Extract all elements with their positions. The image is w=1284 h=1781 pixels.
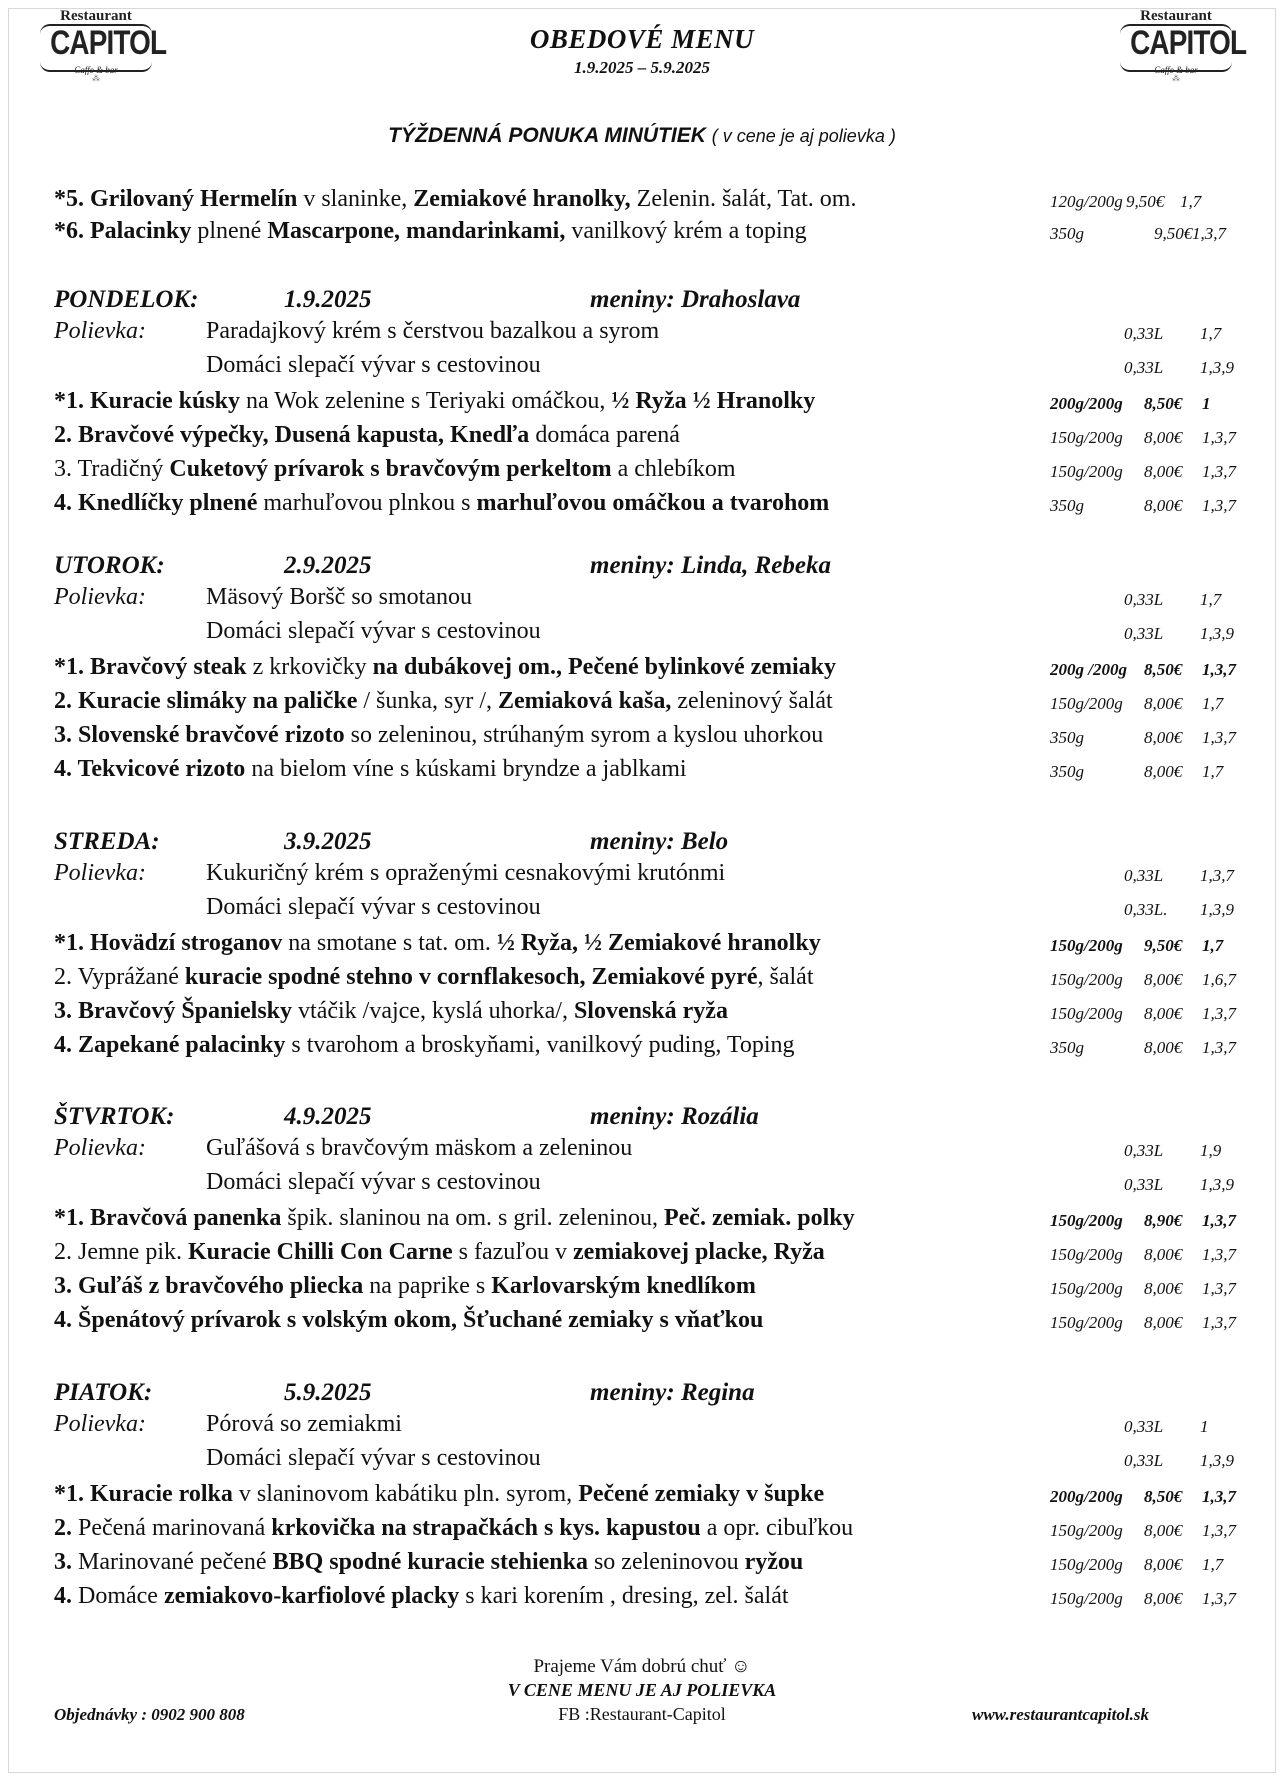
day-nameday: meniny: Rozália	[590, 1103, 759, 1130]
menu-item-bold-part: 4. Špenátový prívarok s volským okom, Šťuchané zemiaky s vňaťkou	[54, 1307, 764, 1333]
soup-name: Domáci slepačí vývar s cestovinou	[206, 618, 541, 644]
soup-volume: 0,33L	[1124, 624, 1164, 643]
soup-label: Polievka:	[54, 860, 146, 886]
menu-item-part: plnené	[191, 218, 268, 244]
day-date: 4.9.2025	[284, 1103, 372, 1130]
menu-item-part: s fazuľou v	[452, 1239, 574, 1265]
menu-item-bold-part: ½ Ryža ½ Hranolky	[611, 388, 816, 414]
menu-item-weight: 150g/200g	[1050, 462, 1123, 481]
logo-main-text: CAPITOL	[50, 24, 167, 62]
menu-item-bold-part: Zemiaková kaša,	[498, 688, 672, 714]
menu-item-row	[0, 722, 1284, 754]
soup-label: Polievka:	[54, 1411, 146, 1437]
logo-ornament: ⁂	[1172, 74, 1180, 83]
day-nameday: meniny: Linda, Rebeka	[590, 552, 831, 579]
menu-item-price: 8,00€	[1144, 1038, 1183, 1057]
menu-item-weight: 200g/200g	[1050, 394, 1123, 413]
menu-item-text	[54, 1032, 795, 1059]
soup-name: Domáci slepačí vývar s cestovinou	[206, 1169, 541, 1195]
menu-item-text	[54, 1549, 803, 1576]
menu-item-bold-part: 4. Zapekané palacinky	[54, 1032, 286, 1058]
day-header	[0, 1379, 1284, 1411]
menu-item-price: 8,00€	[1144, 496, 1183, 515]
footer-orders-phone: Objednávky : 0902 900 808	[54, 1705, 245, 1724]
soup-label: Polievka:	[54, 1135, 146, 1161]
menu-item-part: / šunka, syr /,	[357, 688, 499, 714]
menu-item-weight: 150g/200g	[1050, 1245, 1123, 1264]
menu-item-allergens: 1,3,7	[1202, 728, 1236, 747]
menu-item-part: Pečená marinovaná	[72, 1515, 272, 1541]
menu-item-allergens: 1,3,7	[1202, 1038, 1236, 1057]
soup-name: Kukuričný krém s opraženými cesnakovými krutónmi	[206, 860, 726, 886]
soup-volume: 0,33L	[1124, 1417, 1164, 1436]
menu-item-text	[54, 722, 823, 749]
menu-item-bold-part: Cuketový prívarok s bravčovým perkeltom	[169, 456, 612, 482]
menu-item-part: Marinované pečené	[72, 1549, 273, 1575]
soup-name: Guľášová s bravčovým mäskom a zeleninou	[206, 1135, 633, 1161]
menu-item-row	[0, 1481, 1284, 1513]
menu-item-part: vtáčik /vajce, kyslá uhorka/,	[292, 998, 574, 1024]
soup-allergens: 1,3,9	[1200, 358, 1234, 377]
menu-item-text	[54, 1515, 853, 1542]
menu-item-allergens: 1,7	[1202, 1555, 1224, 1574]
menu-item-allergens: 1,3,7	[1202, 1211, 1236, 1230]
menu-item-price: 8,00€	[1144, 1521, 1183, 1540]
menu-item-text	[54, 964, 814, 991]
menu-item-bold-part: 3. Bravčový Španielsky	[54, 998, 293, 1024]
menu-item-weight: 150g/200g	[1050, 1279, 1123, 1298]
menu-item-price: 9,50€	[1126, 192, 1165, 211]
menu-item-part: Domáce	[72, 1583, 164, 1609]
menu-item-weight: 350g	[1050, 1038, 1084, 1057]
menu-item-allergens: 1,7	[1202, 694, 1224, 713]
weekly-offer-heading	[0, 124, 1284, 148]
day-header	[0, 552, 1284, 584]
menu-item-price: 8,00€	[1144, 1555, 1183, 1574]
menu-item-allergens: 1,3,7	[1202, 1487, 1236, 1506]
logo-sub-text: Caffe & bar	[1154, 65, 1198, 75]
menu-item-bold-part: ½ Ryža, ½ Zemiakové hranolky	[496, 930, 821, 956]
menu-item-bold-part: 2. Kuracie slimáky na paličke	[54, 688, 358, 714]
menu-item-price: 9,50€	[1144, 936, 1183, 955]
menu-item-row	[0, 1307, 1284, 1339]
menu-item-price: 8,90€	[1144, 1211, 1183, 1230]
day-date: 5.9.2025	[284, 1379, 372, 1406]
menu-dates: 1.9.2025 – 5.9.2025	[574, 58, 710, 77]
menu-item-allergens: 1,3,7	[1202, 462, 1236, 481]
soup-name: Mäsový Boršč so smotanou	[206, 584, 472, 610]
menu-item-part: 2. Vyprážané	[54, 964, 185, 990]
menu-item-weight: 350g	[1050, 224, 1084, 243]
menu-item-text	[54, 186, 856, 213]
menu-item-text	[54, 756, 687, 783]
menu-item-row	[0, 688, 1284, 720]
menu-item-bold-part: kuracie spodné stehno v cornflakesoch, Zemiakové pyré	[184, 964, 758, 990]
menu-item-text	[54, 422, 680, 449]
menu-item-bold-part: Zemiakové hranolky,	[413, 186, 631, 212]
menu-item-price: 8,00€	[1144, 1279, 1183, 1298]
menu-item-part: na Wok zelenine s Teriyaki omáčkou,	[240, 388, 612, 414]
menu-item-bold-part: Mascarpone, mandarinkami,	[267, 218, 566, 244]
menu-item-bold-part: marhuľovou omáčkou a tvarohom	[476, 490, 830, 516]
menu-item-price: 9,50€	[1154, 224, 1193, 243]
soup-allergens: 1,7	[1200, 324, 1222, 343]
soup-name: Domáci slepačí vývar s cestovinou	[206, 894, 541, 920]
soup-row	[0, 318, 1284, 350]
logo-top-text: Restaurant	[60, 8, 132, 24]
menu-item-bold-part: 2. Bravčové výpečky, Dusená kapusta, Knedľa	[54, 422, 530, 448]
menu-item-weight: 150g/200g	[1050, 1521, 1123, 1540]
menu-item-allergens: 1,3,7	[1192, 224, 1226, 243]
menu-item-weight: 150g/200g	[1050, 428, 1123, 447]
day-header	[0, 286, 1284, 318]
menu-item-text	[54, 1205, 855, 1232]
menu-item-bold-part: *1. Kuracie kúsky	[54, 388, 241, 414]
soup-label: Polievka:	[54, 584, 146, 610]
menu-item-part: v slaninke,	[297, 186, 414, 212]
soup-name: Paradajkový krém s čerstvou bazalkou a syrom	[206, 318, 660, 344]
menu-item-weight: 120g/200g	[1050, 192, 1123, 211]
soup-volume: 0,33L	[1124, 358, 1164, 377]
day-date: 2.9.2025	[284, 552, 372, 579]
soup-allergens: 1,3,9	[1200, 1451, 1234, 1470]
menu-item-price: 8,50€	[1144, 660, 1183, 679]
menu-item-price: 8,00€	[1144, 1313, 1183, 1332]
menu-item-bold-part: Kuracie Chilli Con Carne	[187, 1239, 453, 1265]
menu-item-bold-part: Pečené zemiaky v šupke	[578, 1481, 825, 1507]
soup-name: Domáci slepačí vývar s cestovinou	[206, 1445, 541, 1471]
logo-ornament: ⁂	[92, 74, 100, 83]
soup-row	[0, 618, 1284, 650]
menu-item-part: so zeleninovou	[587, 1549, 745, 1575]
menu-item-part: a opr. cibuľkou	[700, 1515, 854, 1541]
menu-item-text	[54, 1239, 825, 1266]
soup-allergens: 1,3,7	[1200, 866, 1234, 885]
menu-item-row	[0, 218, 1284, 250]
menu-item-part: vanilkový krém a toping	[565, 218, 807, 244]
menu-item-part: na bielom víne s kúskami bryndze a jablkami	[245, 756, 687, 782]
menu-item-bold-part: *6. Palacinky	[54, 218, 192, 244]
day-nameday: meniny: Belo	[590, 828, 729, 855]
menu-item-price: 8,00€	[1144, 970, 1183, 989]
soup-row	[0, 584, 1284, 616]
menu-item-part: a chlebíkom	[611, 456, 736, 482]
menu-item-text	[54, 456, 736, 483]
menu-item-row	[0, 964, 1284, 996]
menu-item-part: 2. Jemne pik.	[54, 1239, 188, 1265]
soup-volume: 0,33L	[1124, 590, 1164, 609]
menu-item-weight: 150g/200g	[1050, 1589, 1123, 1608]
soup-row	[0, 1135, 1284, 1167]
menu-item-text	[54, 654, 836, 681]
menu-item-price: 8,00€	[1144, 728, 1183, 747]
menu-item-bold-part: zemiakovo-karfiolové placky	[163, 1583, 460, 1609]
menu-item-row	[0, 388, 1284, 420]
soup-row	[0, 352, 1284, 384]
weekly-offer-title: TÝŽDENNÁ PONUKA MINÚTIEK	[388, 124, 706, 147]
menu-item-allergens: 1,3,7	[1202, 1279, 1236, 1298]
menu-item-weight: 150g/200g	[1050, 1211, 1123, 1230]
menu-item-part: na paprike s	[363, 1273, 492, 1299]
menu-item-weight: 150g/200g	[1050, 1004, 1123, 1023]
menu-item-row	[0, 998, 1284, 1030]
soup-volume: 0,33L.	[1124, 900, 1168, 919]
menu-item-weight: 150g/200g	[1050, 1313, 1123, 1332]
menu-item-allergens: 1,3,7	[1202, 496, 1236, 515]
menu-item-bold-part: *5. Grilovaný Hermelín	[54, 186, 298, 212]
menu-item-row	[0, 1273, 1284, 1305]
menu-item-row	[0, 422, 1284, 454]
menu-item-weight: 200g/200g	[1050, 1487, 1123, 1506]
menu-item-row	[0, 490, 1284, 522]
menu-item-part: , šalát	[757, 964, 814, 990]
menu-item-bold-part: *1. Kuracie rolka	[54, 1481, 233, 1507]
menu-item-bold-part: 2.	[54, 1515, 72, 1541]
soup-label: Polievka:	[54, 318, 146, 344]
logo-sub-text: Caffe & bar	[74, 65, 118, 75]
menu-item-allergens: 1,7	[1180, 192, 1202, 211]
menu-item-weight: 200g /200g	[1050, 660, 1127, 679]
soup-name: Pórová so zemiakmi	[206, 1411, 402, 1437]
soup-volume: 0,33L	[1124, 1175, 1164, 1194]
menu-item-bold-part: 4. Knedlíčky plnené	[54, 490, 258, 516]
menu-item-part: špik. slaninou na om. s gril. zeleninou,	[281, 1205, 664, 1231]
soup-row	[0, 1445, 1284, 1477]
soup-row	[0, 1169, 1284, 1201]
menu-item-weight: 350g	[1050, 496, 1084, 515]
menu-item-weight: 350g	[1050, 762, 1084, 781]
day-nameday: meniny: Regina	[590, 1379, 755, 1406]
menu-item-allergens: 1,3,7	[1202, 1004, 1236, 1023]
menu-item-row	[0, 1583, 1284, 1615]
menu-title: OBEDOVÉ MENU	[529, 24, 755, 54]
soup-allergens: 1,7	[1200, 590, 1222, 609]
menu-item-row	[0, 456, 1284, 488]
menu-item-text	[54, 218, 807, 245]
day-name: UTOROK:	[54, 552, 165, 579]
logo-main-text: CAPITOL	[1130, 24, 1247, 62]
menu-item-price: 8,00€	[1144, 762, 1183, 781]
soup-allergens: 1	[1200, 1417, 1209, 1436]
soup-volume: 0,33L	[1124, 324, 1164, 343]
menu-item-price: 8,50€	[1144, 1487, 1183, 1506]
menu-item-row	[0, 756, 1284, 788]
menu-item-price: 8,00€	[1144, 462, 1183, 481]
menu-item-bold-part: *1. Bravčová panenka	[54, 1205, 282, 1231]
soup-row	[0, 894, 1284, 926]
day-header	[0, 828, 1284, 860]
menu-item-row	[0, 1549, 1284, 1581]
menu-item-text	[54, 388, 815, 415]
menu-item-text	[54, 1583, 789, 1610]
menu-item-text	[54, 930, 821, 957]
menu-item-bold-part: ryžou	[744, 1549, 804, 1575]
menu-item-bold-part: 3.	[54, 1549, 72, 1575]
menu-item-bold-part: Slovenská ryža	[573, 998, 728, 1024]
menu-item-bold-part: krkovička na strapačkách s kys. kapustou	[271, 1515, 701, 1541]
soup-volume: 0,33L	[1124, 1451, 1164, 1470]
day-header	[0, 1103, 1284, 1135]
menu-item-row	[0, 1205, 1284, 1237]
footer-website: www.restaurantcapitol.sk	[972, 1705, 1149, 1724]
menu-item-text	[54, 688, 833, 715]
menu-item-text	[54, 998, 728, 1025]
menu-item-allergens: 1,3,7	[1202, 428, 1236, 447]
menu-item-row	[0, 654, 1284, 686]
weekly-offer-note: ( v cene je aj polievka )	[711, 126, 896, 146]
menu-item-bold-part: 4.	[54, 1583, 72, 1609]
menu-item-text	[54, 1307, 763, 1334]
soup-allergens: 1,3,9	[1200, 900, 1234, 919]
menu-item-row	[0, 1032, 1284, 1064]
soup-volume: 0,33L	[1124, 866, 1164, 885]
day-date: 1.9.2025	[284, 286, 372, 313]
menu-item-price: 8,00€	[1144, 694, 1183, 713]
soup-name: Domáci slepačí vývar s cestovinou	[206, 352, 541, 378]
soup-volume: 0,33L	[1124, 1141, 1164, 1160]
menu-item-allergens: 1,7	[1202, 762, 1224, 781]
menu-item-bold-part: na dubákovej om., Pečené bylinkové zemiaky	[372, 654, 836, 680]
menu-item-part: z krkovičky	[246, 654, 373, 680]
day-date: 3.9.2025	[284, 828, 372, 855]
menu-item-part: zeleninový šalát	[671, 688, 833, 714]
menu-item-weight: 350g	[1050, 728, 1084, 747]
menu-item-row	[0, 1515, 1284, 1547]
menu-item-bold-part: BBQ spodné kuracie stehienka	[272, 1549, 588, 1575]
menu-item-allergens: 1,3,7	[1202, 660, 1236, 679]
logo-top-text: Restaurant	[1140, 8, 1212, 24]
menu-item-bold-part: *1. Bravčový steak	[54, 654, 247, 680]
menu-item-row	[0, 930, 1284, 962]
menu-item-part: marhuľovou plnkou s	[257, 490, 477, 516]
day-nameday: meniny: Drahoslava	[590, 286, 801, 313]
soup-allergens: 1,3,9	[1200, 624, 1234, 643]
menu-item-allergens: 1,7	[1202, 936, 1224, 955]
menu-item-text	[54, 490, 829, 517]
menu-item-text	[54, 1273, 756, 1300]
soup-row	[0, 860, 1284, 892]
menu-item-part: v slaninovom kabátiku pln. syrom,	[232, 1481, 579, 1507]
menu-item-part: domáca parená	[529, 422, 680, 448]
menu-item-weight: 150g/200g	[1050, 1555, 1123, 1574]
soup-row	[0, 1411, 1284, 1443]
menu-item-price: 8,00€	[1144, 1004, 1183, 1023]
menu-item-price: 8,00€	[1144, 1245, 1183, 1264]
footer-soup-note: V CENE MENU JE AJ POLIEVKA	[507, 1680, 777, 1700]
menu-item-bold-part: 3. Guľáš z bravčového pliecka	[54, 1273, 364, 1299]
menu-item-part: Zelenin. šalát, Tat. om.	[630, 186, 857, 212]
menu-item-part: 3. Tradičný	[54, 456, 170, 482]
menu-item-part: s tvarohom a broskyňami, vanilkový puding, Toping	[285, 1032, 795, 1058]
menu-item-weight: 150g/200g	[1050, 936, 1123, 955]
menu-item-bold-part: 3. Slovenské bravčové rizoto	[54, 722, 345, 748]
menu-item-part: s kari korením , dresing, zel. šalát	[459, 1583, 789, 1609]
soup-allergens: 1,9	[1200, 1141, 1222, 1160]
menu-item-part: so zeleninou, strúhaným syrom a kyslou uhorkou	[344, 722, 824, 748]
day-name: PIATOK:	[54, 1379, 153, 1406]
day-name: PONDELOK:	[54, 286, 199, 313]
menu-item-weight: 150g/200g	[1050, 694, 1123, 713]
menu-item-row	[0, 1239, 1284, 1271]
menu-item-text	[54, 1481, 824, 1508]
menu-item-bold-part: zemiakovej placke, Ryža	[573, 1239, 825, 1265]
menu-item-price: 8,00€	[1144, 428, 1183, 447]
footer-facebook: FB :Restaurant-Capitol	[558, 1704, 726, 1724]
soup-allergens: 1,3,9	[1200, 1175, 1234, 1194]
menu-item-part: na smotane s tat. om.	[282, 930, 497, 956]
menu-item-allergens: 1	[1202, 394, 1211, 413]
menu-item-allergens: 1,3,7	[1202, 1245, 1236, 1264]
menu-item-price: 8,50€	[1144, 394, 1183, 413]
menu-item-weight: 150g/200g	[1050, 970, 1123, 989]
menu-item-bold-part: *1. Hovädzí stroganov	[54, 930, 283, 956]
menu-item-allergens: 1,3,7	[1202, 1521, 1236, 1540]
menu-item-bold-part: 4. Tekvicové rizoto	[54, 756, 246, 782]
menu-item-allergens: 1,3,7	[1202, 1313, 1236, 1332]
menu-item-allergens: 1,3,7	[1202, 1589, 1236, 1608]
menu-item-price: 8,00€	[1144, 1589, 1183, 1608]
menu-item-row	[0, 186, 1284, 218]
menu-item-bold-part: Peč. zemiak. polky	[663, 1205, 855, 1231]
menu-item-bold-part: Karlovarským knedlíkom	[491, 1273, 756, 1299]
day-name: STREDA:	[54, 828, 160, 855]
footer-wish: Prajeme Vám dobrú chuť ☺	[533, 1656, 751, 1677]
menu-item-allergens: 1,6,7	[1202, 970, 1236, 989]
day-name: ŠTVRTOK:	[54, 1103, 175, 1130]
